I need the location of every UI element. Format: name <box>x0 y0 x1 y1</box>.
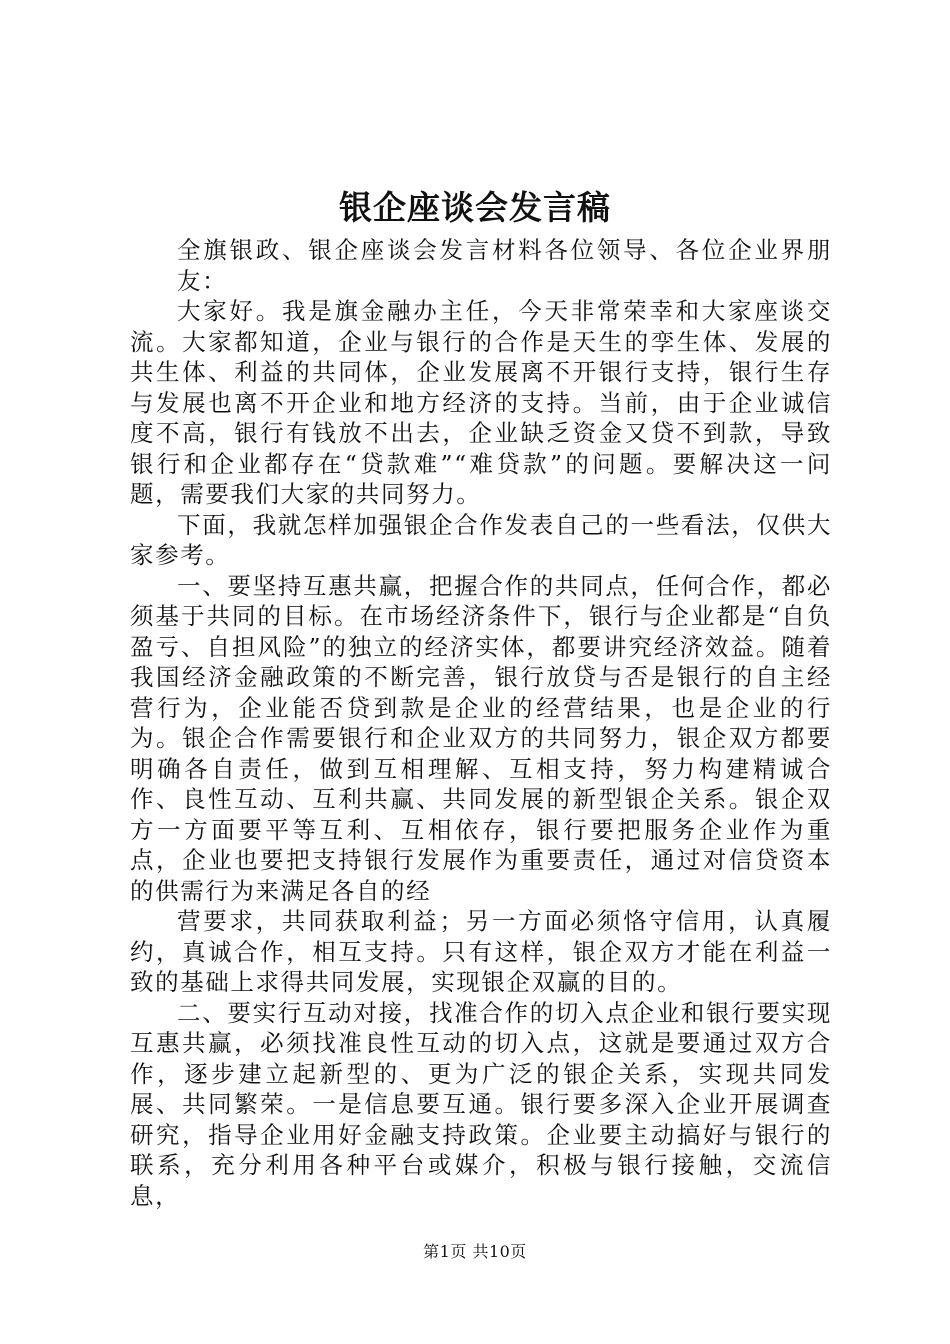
page-number-footer: 第1页 共10页 <box>423 1242 527 1261</box>
body-paragraph: 下面，我就怎样加强银企合作发表自己的一些看法，仅供大家参考。 <box>130 510 832 569</box>
body-paragraph: 营要求，共同获取利益；另一方面必须恪守信用，认真履约，真诚合作，相互支持。只有这样，银企双方才能在利益一致的基础上求得共同发展，实现银企双赢的目的。 <box>130 907 832 996</box>
body-paragraph: 一、要坚持互惠共赢，把握合作的共同点，任何合作，都必须基于共同的目标。在市场经济条件下，银行与企业都是“自负盈亏、自担风险”的独立的经济实体，都要讲究经济效益。随着我国经济金融政策的不断完善，银行放贷与否是银行的自主经营行为，企业能否贷到款是企业的经营结果，也是企业的行为。银企合作需要银行和企业双方的共同努力，银企双方都要明确各自责任，做到互相理解、互相支持，努力构建精诚合作、良性互动、互利共赢、共同发展的新型银企关系。银企双方一方面要平等互利、互相依存，银行要把服务企业作为重点，企业也要把支持银行发展作为重要责任，通过对信贷资本的供需行为来满足各自的经 <box>130 571 832 905</box>
document-title: 银企座谈会发言稿 <box>339 188 611 227</box>
body-paragraph: 大家好。我是旗金融办主任，今天非常荣幸和大家座谈交流。大家都知道，企业与银行的合作是天生的孪生体、发展的共生体、利益的共同体，企业发展离不开银行支持，银行生存与发展也离不开企业和地方经济的支持。当前，由于企业诚信度不高，银行有钱放不出去，企业缺乏资金又贷不到款，导致银行和企业都存在“贷款难”“难贷款”的问题。要解决这一问题，需要我们大家的共同努力。 <box>130 297 832 508</box>
body-paragraph: 二、要实行互动对接，找准合作的切入点企业和银行要实现互惠共赢，必须找准良性互动的切入点，这就是要通过双方合作，逐步建立起新型的、更为广泛的银企关系，实现共同发展、共同繁荣。一是信息要互通。银行要多深入企业开展调查研究，指导企业用好金融支持政策。企业要主动搞好与银行的联系，充分利用各种平台或媒介，积极与银行接触，交流信息， <box>130 998 832 1210</box>
document-body <box>130 235 832 1211</box>
salutation-paragraph: 全旗银政、银企座谈会发言材料各位领导、各位企业界朋友： <box>177 236 832 295</box>
